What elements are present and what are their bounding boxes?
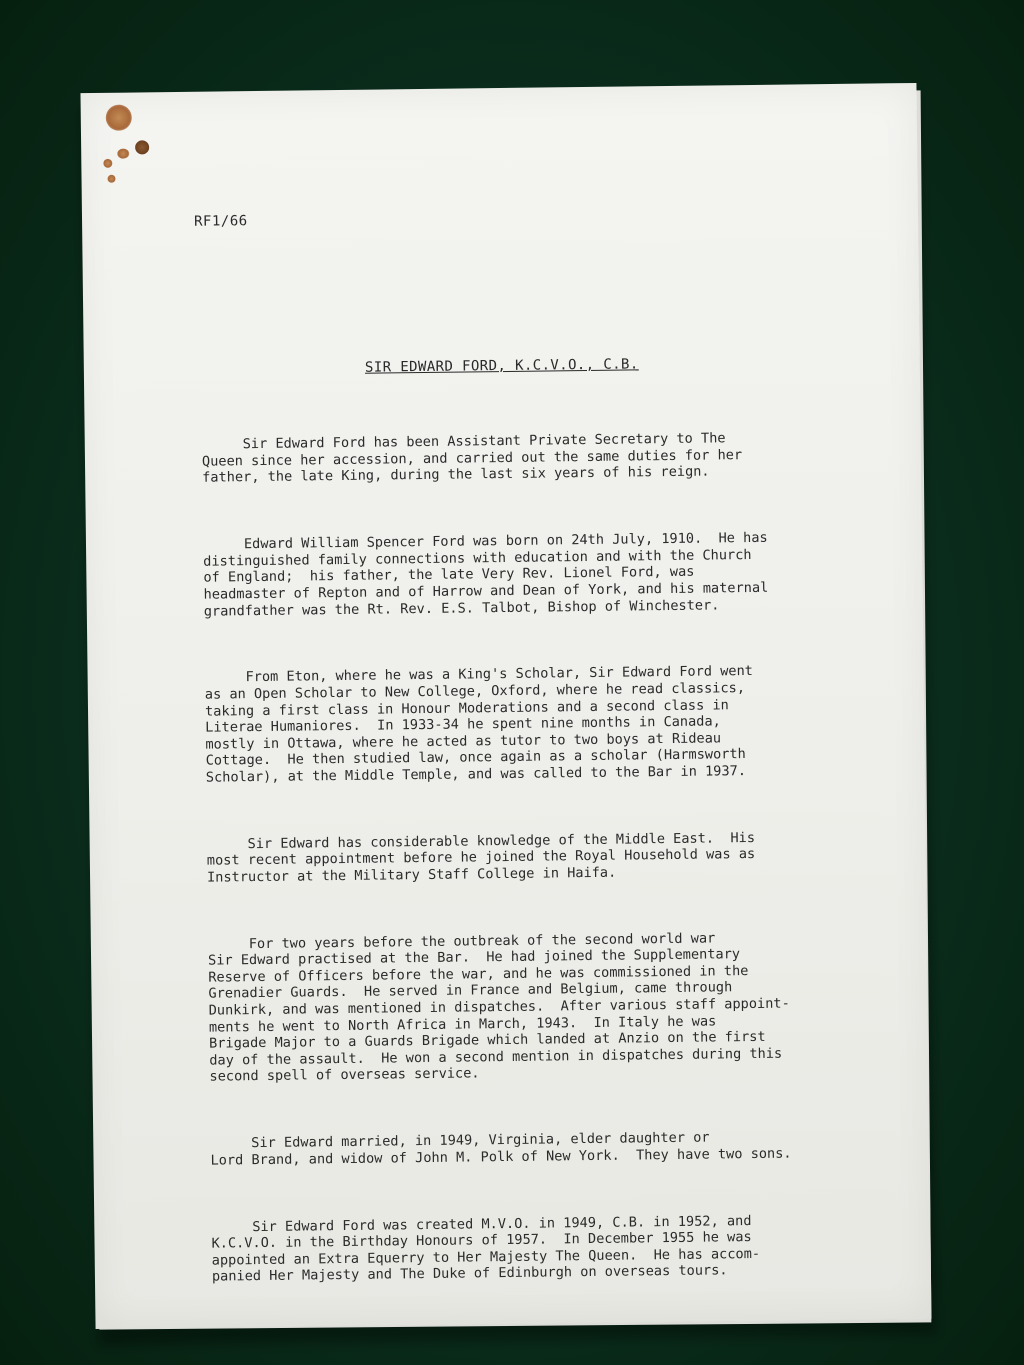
rust-stain — [106, 105, 132, 131]
paragraph: For two years before the outbreak of the second world war Sir Edward practised at the Bar. He had joined the Supplementary Reserve of Officers before the war, and he was commissioned in the Grenadier Guards. He served in France and Belgium, came through Dunkirk, and was mentioned in dispatches. After various staff appoint- ments he went to North Africa in March, 1943. In Italy he was Brigade Major to a Guards Brigade which landed at Anzio on the first day of the assault. He won a second mention in dispatches during this second spell of overseas service. — [207, 930, 790, 1086]
document-reference: RF1/66 — [193, 213, 248, 230]
paragraph: Sir Edward Ford was created M.V.O. in 1949, C.B. in 1952, and K.C.V.O. in the Birthday Honours of 1957. In December 1955 he was appointed an Extra Equerry to Her Majesty The Queen. He has accom- panied Her Majesty and The Duke of Edinburgh on overseas tours. — [211, 1212, 761, 1285]
staple-hole — [135, 140, 149, 154]
paragraph: Sir Edward married, in 1949, Virginia, elder daughter or Lord Brand, and widow of John M. Polk of New York. They have two sons. — [210, 1129, 792, 1169]
paragraph: Sir Edward Ford has been Assistant Private Secretary to The Queen since her accession, and carried out the same duties for her father, the late King, during the last six years of his reign. — [201, 430, 743, 487]
paragraph: Sir Edward has considerable knowledge of the Middle East. His most recent appointment before he joined the Royal Household was as Instructor at the Military Staff College in Haifa. — [206, 829, 756, 886]
document-body — [201, 396, 852, 1336]
paragraph: Edward William Spencer Ford was born on 24th July, 1910. He has distinguished family connections with education and with the Church of England; his father, the late Very Rev. Lionel Ford, was headmaster of Repton and of Harrow and Dean of York, and his maternal grandfather was the Rt. Rev. E.S. Talbot, Bishop of Winchester. — [202, 529, 769, 620]
document-title: SIR EDWARD FORD, K.C.V.O., C.B. — [364, 356, 639, 376]
rust-stain — [103, 159, 112, 168]
rust-stain — [117, 149, 129, 159]
paragraph: From Eton, where he was a King's Scholar, Sir Edward Ford went as an Open Scholar to New College, Oxford, where he read classics, taking a first class in Honour Moderations and a second class in Literae Humaniores. In 1933-34 he spent nine months in Canada, mostly in Ottawa, where he acted as tutor to two boys at Rideau Cottage. He then studied law, once again as a scholar (Harmsworth Scholar), at the Middle Temple, and was called to the Bar in 1937. — [204, 663, 754, 786]
document-page — [80, 83, 931, 1329]
rust-stain — [107, 175, 115, 183]
